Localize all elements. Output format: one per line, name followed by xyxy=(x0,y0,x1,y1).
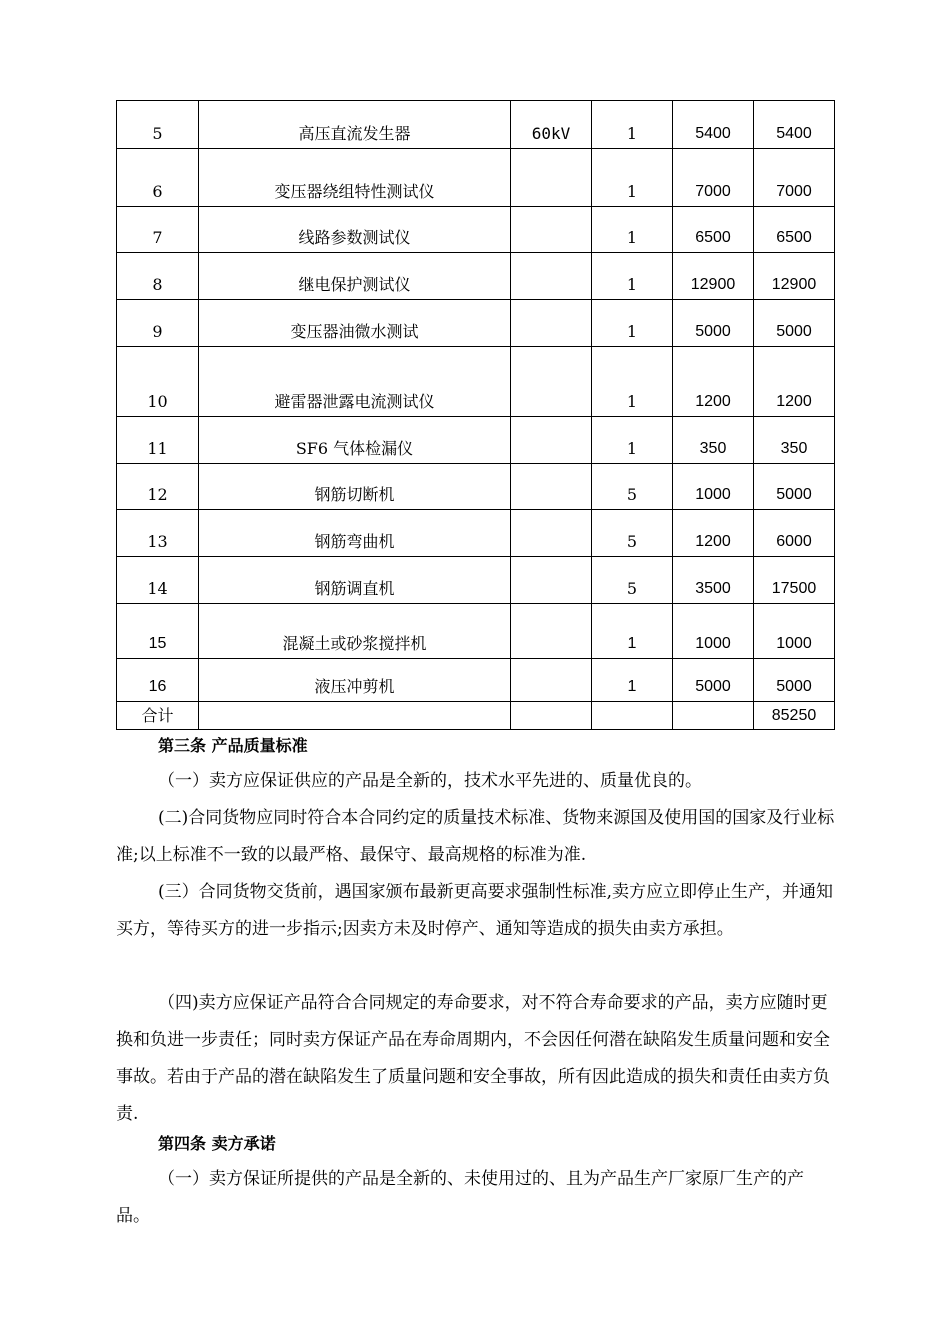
row-total: 12900 xyxy=(754,253,835,300)
table-row xyxy=(117,300,835,347)
article3-paragraph-4: （四)卖方应保证产品符合合同规定的寿命要求，对不符合寿命要求的产品，卖方应随时更换和负进一步责任；同时卖方保证产品在寿命周期内，不会因任何潜在缺陷发生质量问题和安全事故。若由于产品的潜在缺陷发生了质量问题和安全事故，所有因此造成的损失和责任由卖方负责. xyxy=(116,993,830,1124)
row-spec xyxy=(511,207,592,253)
article4-heading: 第四条 卖方承诺 xyxy=(158,1134,276,1153)
row-spec xyxy=(511,253,592,300)
row-price: 1200 xyxy=(673,510,754,557)
row-price: 350 xyxy=(673,417,754,464)
row-qty: 1 xyxy=(592,253,673,300)
row-qty: 1 xyxy=(592,659,673,702)
row-spec xyxy=(511,557,592,604)
article3-paragraph-1: （一）卖方应保证供应的产品是全新的，技术水平先进的、质量优良的。 xyxy=(158,771,702,791)
equipment-table-body xyxy=(117,101,835,730)
row-spec xyxy=(511,604,592,659)
row-name: SF6 气体检漏仪 xyxy=(199,417,511,464)
row-name: 变压器油微水测试 xyxy=(199,300,511,347)
row-spec xyxy=(511,300,592,347)
row-spec xyxy=(511,149,592,207)
row-qty: 1 xyxy=(592,300,673,347)
row-price: 7000 xyxy=(673,149,754,207)
row-spec: 60kV xyxy=(511,101,592,149)
total-label: 合计 xyxy=(117,702,199,730)
row-price: 1000 xyxy=(673,464,754,510)
row-total: 5000 xyxy=(754,300,835,347)
row-no: 7 xyxy=(117,207,199,253)
table-row xyxy=(117,417,835,464)
row-qty: 1 xyxy=(592,417,673,464)
row-qty: 1 xyxy=(592,149,673,207)
row-no: 16 xyxy=(117,659,199,702)
row-total: 17500 xyxy=(754,557,835,604)
article4-paragraph-1: （一）卖方保证所提供的产品是全新的、未使用过的、且为产品生产厂家原厂生产的产品。 xyxy=(116,1169,804,1226)
grand-total: 85250 xyxy=(754,702,835,730)
row-price: 6500 xyxy=(673,207,754,253)
row-qty: 5 xyxy=(592,557,673,604)
row-no: 14 xyxy=(117,557,199,604)
row-qty: 1 xyxy=(592,207,673,253)
row-name: 高压直流发生器 xyxy=(199,101,511,149)
row-name: 避雷器泄露电流测试仪 xyxy=(199,347,511,417)
row-total: 5000 xyxy=(754,464,835,510)
row-total: 5400 xyxy=(754,101,835,149)
row-total: 1000 xyxy=(754,604,835,659)
row-no: 12 xyxy=(117,464,199,510)
row-total: 7000 xyxy=(754,149,835,207)
row-total: 350 xyxy=(754,417,835,464)
row-spec xyxy=(511,510,592,557)
table-row xyxy=(117,604,835,659)
row-qty: 5 xyxy=(592,464,673,510)
row-no: 11 xyxy=(117,417,199,464)
row-no: 15 xyxy=(117,604,199,659)
row-total: 6500 xyxy=(754,207,835,253)
total-row xyxy=(117,702,835,730)
table-row xyxy=(117,464,835,510)
row-no: 8 xyxy=(117,253,199,300)
table-row xyxy=(117,510,835,557)
row-total: 6000 xyxy=(754,510,835,557)
row-name: 线路参数测试仪 xyxy=(199,207,511,253)
row-price: 1200 xyxy=(673,347,754,417)
table-row xyxy=(117,253,835,300)
table-row xyxy=(117,207,835,253)
row-spec xyxy=(511,347,592,417)
row-price: 5400 xyxy=(673,101,754,149)
table-row xyxy=(117,101,835,149)
row-name: 钢筋切断机 xyxy=(199,464,511,510)
row-price: 5000 xyxy=(673,300,754,347)
row-name: 液压冲剪机 xyxy=(199,659,511,702)
table-row xyxy=(117,557,835,604)
table-row xyxy=(117,149,835,207)
table-row xyxy=(117,659,835,702)
table-row xyxy=(117,347,835,417)
article3-heading: 第三条 产品质量标准 xyxy=(158,736,308,755)
row-name: 钢筋调直机 xyxy=(199,557,511,604)
row-name: 变压器绕组特性测试仪 xyxy=(199,149,511,207)
row-no: 5 xyxy=(117,101,199,149)
row-name: 继电保护测试仪 xyxy=(199,253,511,300)
row-name: 混凝土或砂浆搅拌机 xyxy=(199,604,511,659)
row-price: 1000 xyxy=(673,604,754,659)
row-price: 5000 xyxy=(673,659,754,702)
equipment-table xyxy=(116,100,835,730)
row-price: 3500 xyxy=(673,557,754,604)
row-spec xyxy=(511,659,592,702)
row-spec xyxy=(511,464,592,510)
row-qty: 5 xyxy=(592,510,673,557)
row-total: 5000 xyxy=(754,659,835,702)
row-spec xyxy=(511,417,592,464)
row-no: 9 xyxy=(117,300,199,347)
row-price: 12900 xyxy=(673,253,754,300)
article3-paragraph-2: (二)合同货物应同时符合本合同约定的质量技术标准、货物来源国及使用国的国家及行业标准;以上标准不一致的以最严格、最保守、最高规格的标准为准. xyxy=(116,808,835,865)
row-no: 13 xyxy=(117,510,199,557)
row-qty: 1 xyxy=(592,101,673,149)
row-qty: 1 xyxy=(592,604,673,659)
article3-paragraph-3: (三）合同货物交货前，遇国家颁布最新更高要求强制性标准,卖方应立即停止生产，并通知买方，等待买方的进一步指示;因卖方未及时停产、通知等造成的损失由卖方承担。 xyxy=(116,882,834,939)
row-no: 6 xyxy=(117,149,199,207)
row-qty: 1 xyxy=(592,347,673,417)
row-total: 1200 xyxy=(754,347,835,417)
row-name: 钢筋弯曲机 xyxy=(199,510,511,557)
row-no: 10 xyxy=(117,347,199,417)
